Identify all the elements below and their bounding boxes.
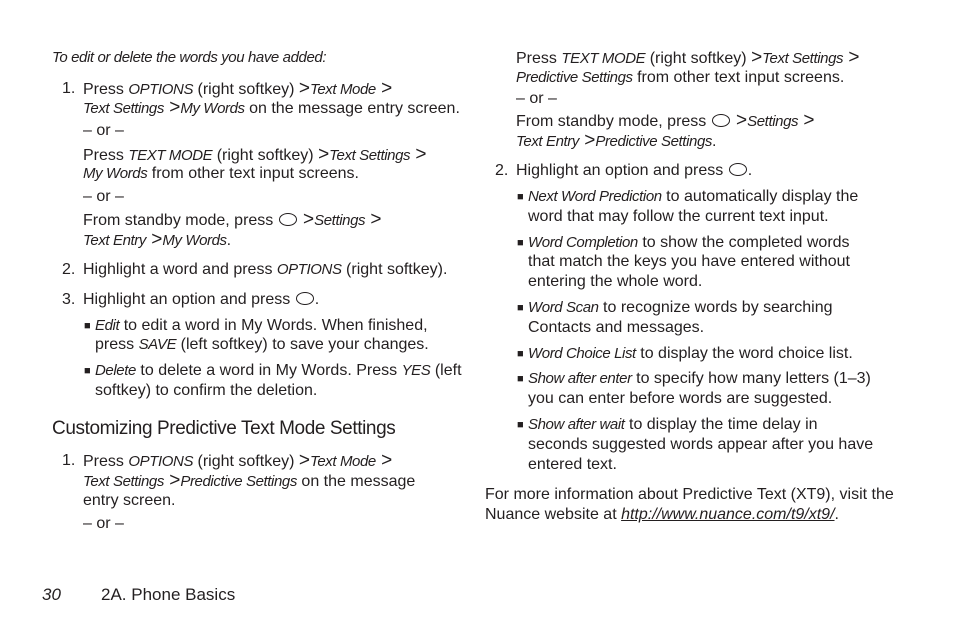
custom-step-1-line-2: Text Settings >Predictive Settings on the message [83, 470, 416, 491]
bullet-next-word-line-1: Next Word Prediction to automatically display the [528, 188, 859, 205]
bullet-scan-line-2: Contacts and messages. [528, 319, 705, 336]
bullet-completion-line-2: that match the keys you have entered without [528, 253, 850, 270]
page-number: 30 [42, 585, 61, 604]
alt-1-line-1: Press TEXT MODE (right softkey) >Text Settings > [83, 144, 427, 165]
alt-1-line-2: My Words from other text input screens. [83, 165, 359, 182]
intro-text: To edit or delete the words you have added: [52, 49, 327, 66]
custom-step-1-line-1: Press OPTIONS (right softkey) >Text Mode > [83, 450, 393, 471]
bullet-show-wait-line-3: entered text. [528, 456, 617, 473]
step-number: 2. [62, 261, 76, 278]
step-number: 2. [495, 162, 509, 179]
bullet-icon: ■ [517, 191, 524, 203]
bullet-completion-line-3: entering the whole word. [528, 273, 703, 290]
bullet-icon: ■ [84, 365, 91, 377]
bullet-icon: ■ [84, 320, 91, 332]
step-number: 3. [62, 291, 76, 308]
bullet-next-word-line-2: word that may follow the current text input. [528, 208, 829, 225]
section-heading: Customizing Predictive Text Mode Settings [52, 418, 396, 439]
right-alt-2-line-1: From standby mode, press >Settings > [516, 110, 815, 131]
menu-key-icon [712, 114, 730, 127]
or-divider: – or – [83, 122, 124, 139]
bullet-icon: ■ [517, 237, 524, 249]
bullet-icon: ■ [517, 373, 524, 385]
right-step-2-text: Highlight an option and press . [516, 162, 753, 179]
bullet-delete-line-1: Delete to delete a word in My Words. Press YES (left [95, 362, 462, 379]
bullet-icon: ■ [517, 348, 524, 360]
custom-step-1-line-3: entry screen. [83, 492, 176, 509]
step-number: 1. [62, 452, 76, 469]
alt-2-line-1: From standby mode, press >Settings > [83, 209, 382, 230]
bullet-choice-list: Word Choice List to display the word choice list. [528, 345, 853, 362]
bullet-completion-line-1: Word Completion to show the completed words [528, 234, 850, 251]
menu-key-icon [279, 213, 297, 226]
step-1-line-1: Press OPTIONS (right softkey) >Text Mode > [83, 78, 393, 99]
bullet-show-wait-line-1: Show after wait to display the time delay in [528, 416, 818, 433]
right-alt-1-line-1: Press TEXT MODE (right softkey) >Text Settings > [516, 47, 860, 68]
or-divider: – or – [516, 90, 557, 107]
or-divider: – or – [83, 188, 124, 205]
bullet-show-enter-line-2: you can enter before words are suggested. [528, 390, 833, 407]
right-alt-2-line-2: Text Entry >Predictive Settings. [516, 130, 717, 151]
bullet-edit-line-2: press SAVE (left softkey) to save your changes. [95, 336, 429, 353]
more-info-line-2: Nuance website at http://www.nuance.com/t9/xt9/. [485, 506, 839, 523]
menu-key-icon [296, 292, 314, 305]
menu-key-icon [729, 163, 747, 176]
more-info-line-1: For more information about Predictive Text (XT9), visit the [485, 486, 894, 503]
step-1-line-2: Text Settings >My Words on the message entry screen. [83, 97, 460, 118]
bullet-edit-line-1: Edit to edit a word in My Words. When finished, [95, 317, 428, 334]
or-divider: – or – [83, 515, 124, 532]
bullet-show-wait-line-2: seconds suggested words appear after you have [528, 436, 874, 453]
step-3-text: Highlight an option and press . [83, 291, 320, 308]
step-number: 1. [62, 80, 76, 97]
right-alt-1-line-2: Predictive Settings from other text input screens. [516, 69, 845, 86]
bullet-delete-line-2: softkey) to confirm the deletion. [95, 382, 318, 399]
step-2-text: Highlight a word and press OPTIONS (right softkey). [83, 261, 448, 278]
alt-2-line-2: Text Entry >My Words. [83, 229, 232, 250]
bullet-icon: ■ [517, 302, 524, 314]
nuance-link[interactable]: http://www.nuance.com/t9/xt9/ [621, 506, 835, 523]
bullet-scan-line-1: Word Scan to recognize words by searching [528, 299, 833, 316]
section-label: 2A. Phone Basics [101, 585, 236, 604]
bullet-show-enter-line-1: Show after enter to specify how many letters (1–3) [528, 370, 871, 387]
bullet-icon: ■ [517, 419, 524, 431]
